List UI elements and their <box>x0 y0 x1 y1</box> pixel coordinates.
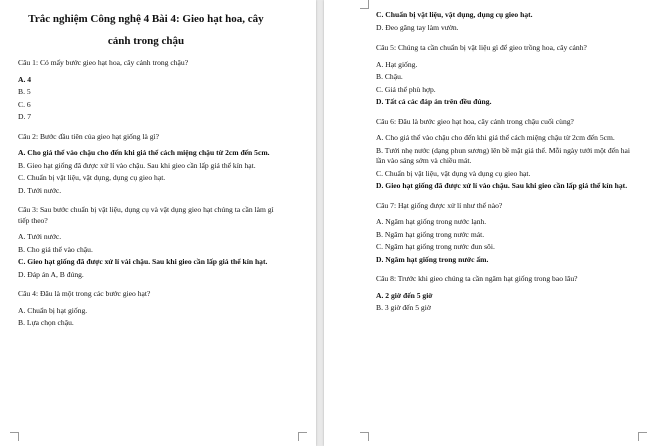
question-label: Câu 5 <box>376 43 394 52</box>
answer-option: C. Chuẩn bị vật liệu, vật dụng, dụng cụ gieo hạt. <box>18 173 166 182</box>
question-text <box>18 289 274 300</box>
question-prompt: : Đâu là một trong các bước gieo hạt? <box>35 289 151 298</box>
question-label: Câu 2 <box>18 131 36 141</box>
answer-option: A. Ngâm hạt giống trong nước lạnh. <box>376 217 487 226</box>
answer-option: A. Tưới nước. <box>18 232 62 241</box>
question-block <box>18 132 274 197</box>
answer-option-correct: D. Tất cả các đáp án trên đều đúng. <box>376 97 492 106</box>
question-label: Câu 4 <box>18 289 36 298</box>
answer-option: D. Đeo găng tay làm vườn. <box>376 22 459 32</box>
answer-option: D. Tưới nước. <box>18 185 62 195</box>
question-label: Câu 8 <box>376 274 394 283</box>
page-corner-mark <box>360 432 369 441</box>
answer-option-correct: D. Ngâm hạt giống trong nước ấm. <box>376 254 489 264</box>
title-line-2: cảnh trong chậu <box>107 35 185 47</box>
page-corner-mark <box>10 432 19 441</box>
question-label: Câu 7 <box>376 200 394 210</box>
question-prompt: : Có mấy bước gieo hạt hoa, cây cảnh trong chậu? <box>35 58 189 67</box>
answer-option-correct: C. Chuẩn bị vật liệu, vật dụng, dụng cụ gieo hạt. <box>376 10 533 19</box>
answer-option: B. Chậu. <box>376 72 403 81</box>
answer-option: B. 3 giờ đến 5 giờ <box>376 303 431 312</box>
answer-option: B. Ngâm hạt giống trong nước mát. <box>376 229 485 239</box>
question-prompt: : Trước khi gieo chúng ta cần ngâm hạt giống trong bao lâu? <box>393 274 578 283</box>
answer-option-correct: A. 4 <box>18 74 32 84</box>
answer-option-correct: A. Cho giá thể vào chậu cho đến khi giá thể cách miệng chậu từ 2cm đến 5cm. <box>18 148 270 157</box>
question-text <box>376 43 638 54</box>
answer-option: B. 5 <box>18 87 31 96</box>
page-corner-mark <box>298 432 307 441</box>
page-corner-mark <box>360 0 369 9</box>
answer-option: A. Cho giá thể vào chậu cho đến khi giá thể cách miệng chậu từ 2cm đến 5cm. <box>376 133 615 142</box>
answer-option: C. Chuẩn bị vật liệu, vật dụng và dụng cụ gieo hạt. <box>376 168 531 178</box>
answer-option-correct: A. 2 giờ đến 5 giờ <box>376 290 433 300</box>
answer-option: C. Ngâm hạt giống trong nước đun sôi. <box>376 242 495 251</box>
question-prompt: : Bước đầu tiên của gieo hạt giống là gì? <box>35 131 159 141</box>
question-block <box>18 289 274 329</box>
left-page-content <box>18 0 274 338</box>
right-page-content <box>376 0 638 323</box>
title-line-1: Trắc nghiệm Công nghệ 4 Bài 4: Gieo hạt hoa, cây <box>28 13 264 25</box>
question-prompt: : Hạt giống được xử lí như thế nào? <box>393 200 503 210</box>
left-question-list <box>18 58 274 329</box>
answer-option: C. Giá thể phù hợp. <box>376 84 436 94</box>
question-text <box>376 117 638 128</box>
question-block <box>376 201 638 266</box>
answer-option: B. Lựa chọn chậu. <box>18 318 74 327</box>
answer-option: B. Cho giá thể vào chậu. <box>18 244 93 254</box>
continued-options <box>376 10 638 33</box>
question-block <box>18 205 274 280</box>
question-block <box>376 274 638 314</box>
answer-option: D. Đáp án A, B đúng. <box>18 269 84 279</box>
answer-option: B. Tưới nhẹ nước (dạng phun sương) lên bề mặt giá thể. Mỗi ngày tưới một đến hai lần vào sáng sớm và chiều mát. <box>376 145 631 165</box>
question-block <box>18 58 274 123</box>
answer-option: C. 6 <box>18 99 31 109</box>
question-text <box>18 58 274 69</box>
answer-option-correct: D. Gieo hạt giống đã được xử lí vào chậu. Sau khi gieo cần lấp giá thể kín hạt. <box>376 181 628 190</box>
page-left <box>0 0 316 446</box>
document-title <box>18 8 274 52</box>
question-text <box>18 132 274 143</box>
right-question-list <box>376 43 638 314</box>
page-right <box>324 0 650 446</box>
question-prompt: : Chúng ta cần chuẩn bị vật liệu gì để gieo trồng hoa, cây cảnh? <box>393 43 587 52</box>
question-prompt: : Đâu là bước gieo hạt hoa, cây cảnh trong chậu cuối cùng? <box>393 116 574 126</box>
answer-option: D. 7 <box>18 112 32 121</box>
question-prompt: : Sau bước chuẩn bị vật liệu, dụng cụ và vật dụng gieo hạt chúng ta cần làm gì tiếp theo? <box>18 205 274 225</box>
answer-option: B. Gieo hạt giống đã được xử lí vào chậu. Sau khi gieo cần lấp giá thể kín hạt. <box>18 160 256 170</box>
answer-option: A. Chuẩn bị hạt giống. <box>18 305 88 315</box>
question-label: Câu 6 <box>376 116 394 126</box>
question-text <box>376 201 638 212</box>
question-label: Câu 1 <box>18 58 36 67</box>
page-corner-mark <box>638 432 647 441</box>
question-text <box>18 205 274 226</box>
answer-option-correct: C. Gieo hạt giống đã được xử lí vài chậu. Sau khi gieo cần lấp giá thể kín hạt. <box>18 257 268 266</box>
answer-option: A. Hạt giống. <box>376 59 418 69</box>
question-label: Câu 3 <box>18 205 36 214</box>
question-block <box>376 43 638 108</box>
question-block <box>376 117 638 192</box>
question-text <box>376 274 638 285</box>
